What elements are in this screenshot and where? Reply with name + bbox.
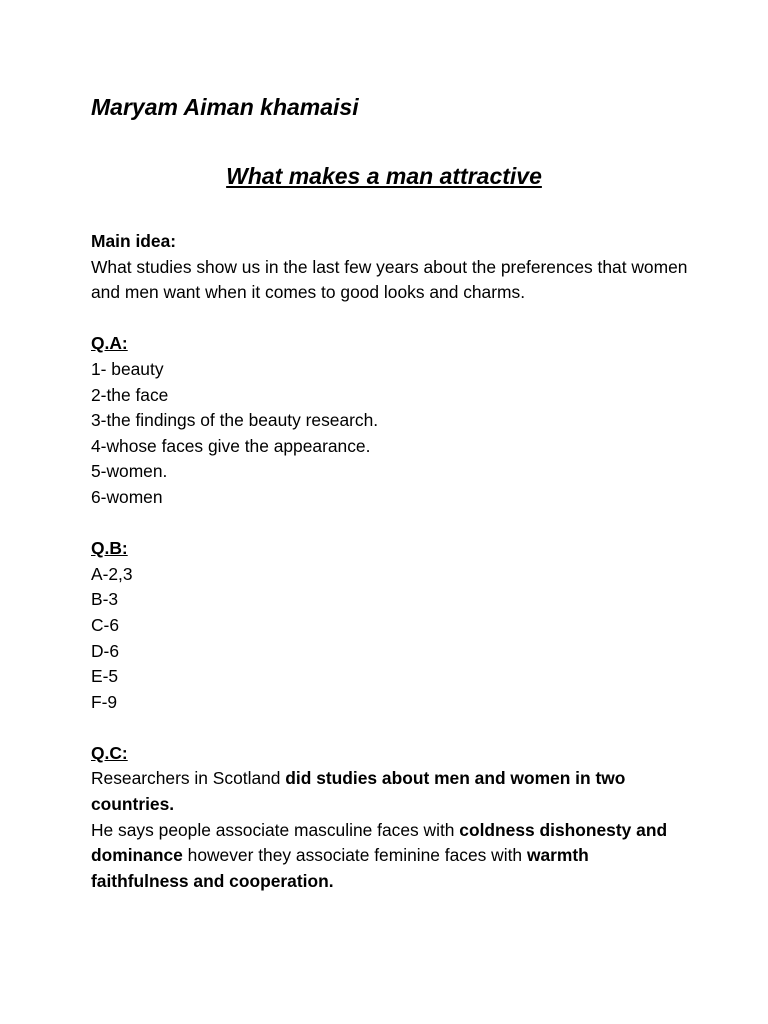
qa-item: 3-the findings of the beauty research. [91, 410, 379, 431]
qa-item: 6-women [91, 486, 163, 507]
qa-item: 1- beauty [91, 358, 164, 379]
document-body [91, 229, 691, 894]
document-title: What makes a man attractive [226, 163, 542, 189]
qa-item: 2-the face [91, 384, 169, 405]
qa-item: 5-women. [91, 461, 168, 482]
main-idea-text: What studies show us in the last few years about the preferences that women and men want when it comes to good looks and charms. [91, 256, 688, 303]
spacer [91, 511, 691, 537]
qc-p2-bold-1: coldness dishonesty and dominance [91, 819, 668, 866]
qc-p2-bold-2: warmth faithfulness and cooperation. [91, 845, 589, 891]
qb-item: B-3 [91, 589, 119, 610]
qb-item: D-6 [91, 640, 120, 661]
qc-p2-text-2: however they associate feminine faces with [182, 845, 527, 866]
qc-paragraph-1 [91, 766, 691, 817]
spacer [91, 306, 691, 332]
qb-item: E-5 [91, 666, 119, 687]
main-idea-heading: Main idea: [91, 231, 177, 251]
qc-p1-bold: did studies about men and women in two countries. [91, 768, 626, 815]
qb-heading: Q.B: [91, 538, 128, 559]
qb-item: C-6 [91, 614, 120, 635]
spacer [91, 715, 691, 741]
qc-p1-text: Researchers in Scotland [91, 768, 286, 789]
qa-heading: Q.A: [91, 333, 128, 354]
qb-item: F-9 [91, 691, 118, 712]
qc-paragraph-2 [91, 818, 691, 895]
author-name: Maryam Aiman khamaisi [91, 94, 359, 120]
qa-item: 4-whose faces give the appearance. [91, 435, 371, 456]
qc-heading: Q.C: [91, 742, 128, 763]
qc-p2-text-1: He says people associate masculine faces with [91, 819, 460, 840]
qb-item: A-2,3 [91, 563, 133, 584]
